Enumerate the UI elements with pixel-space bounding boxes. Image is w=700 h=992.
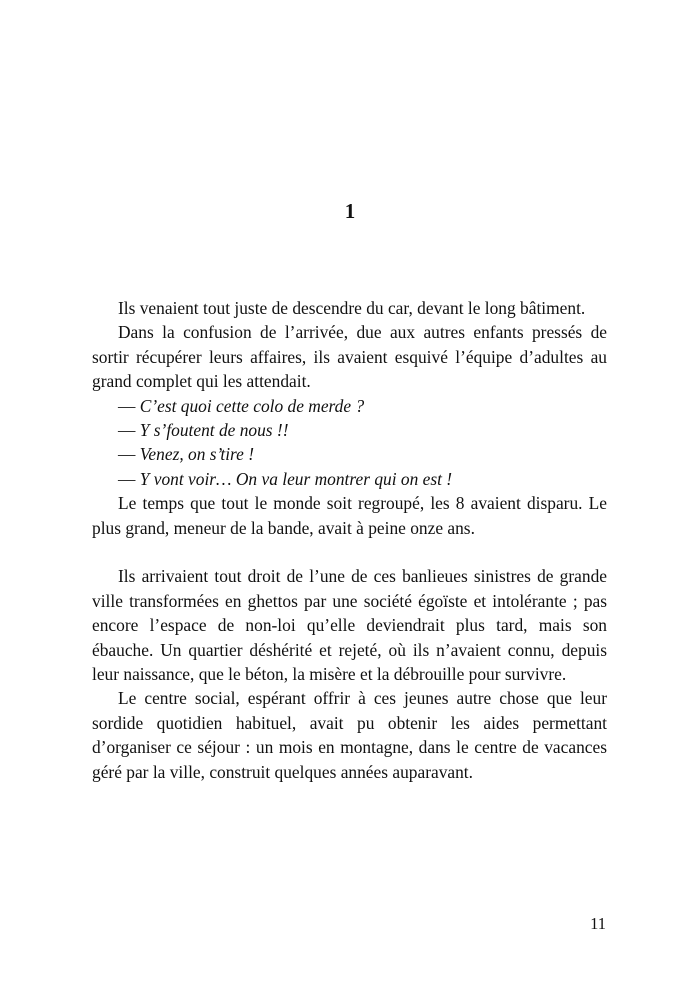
dialogue-text: Venez, on s’tire ! bbox=[135, 444, 255, 465]
chapter-body bbox=[92, 296, 607, 784]
dialogue-line bbox=[92, 442, 607, 466]
dialogue-line bbox=[92, 394, 607, 418]
dialogue-text: Y vont voir… On va leur montrer qui on est ! bbox=[135, 468, 453, 489]
dialogue-dash: — bbox=[118, 420, 136, 441]
dialogue-line bbox=[92, 467, 607, 491]
section-break bbox=[92, 540, 607, 564]
dialogue-text: Y s’foutent de nous !! bbox=[135, 420, 289, 441]
dialogue-line bbox=[92, 418, 607, 442]
dialogue-text: C’est quoi cette colo de merde ? bbox=[135, 395, 365, 416]
paragraph: Ils arrivaient tout droit de l’une de ces banlieues sinistres de grande ville transformées en ghettos par une société égoïste et intolérante ; pas encore l’espace de non-loi qu’elle deviendrait plus tard, mais son ébauche. Un quartier déshérité et rejeté, où ils n’avaient connu, depuis leur naissance, que le béton, la misère et la débrouille pour survivre. bbox=[92, 566, 607, 685]
dialogue-dash: — bbox=[118, 395, 136, 416]
paragraph: Dans la confusion de l’arrivée, due aux autres enfants pressés de sortir récupérer leurs affaires, ils avaient esquivé l’équipe d’adultes au grand complet qui les attendait. bbox=[92, 322, 607, 392]
dialogue-dash: — bbox=[118, 468, 136, 489]
paragraph: Ils venaient tout juste de descendre du car, devant le long bâtiment. bbox=[118, 298, 586, 318]
paragraph: Le temps que tout le monde soit regroupé, les 8 avaient disparu. Le plus grand, meneur de la bande, avait à peine onze ans. bbox=[92, 493, 607, 538]
paragraph: Le centre social, espérant offrir à ces jeunes autre chose que leur sordide quotidien habituel, avait pu obtenir les aides permettant d’organiser ce séjour : un mois en montagne, dans le centre de vacances géré par la ville, construit quelques années auparavant. bbox=[92, 688, 607, 782]
page-number: 11 bbox=[590, 914, 606, 933]
chapter-number: 1 bbox=[344, 199, 356, 223]
dialogue-dash: — bbox=[118, 444, 136, 465]
